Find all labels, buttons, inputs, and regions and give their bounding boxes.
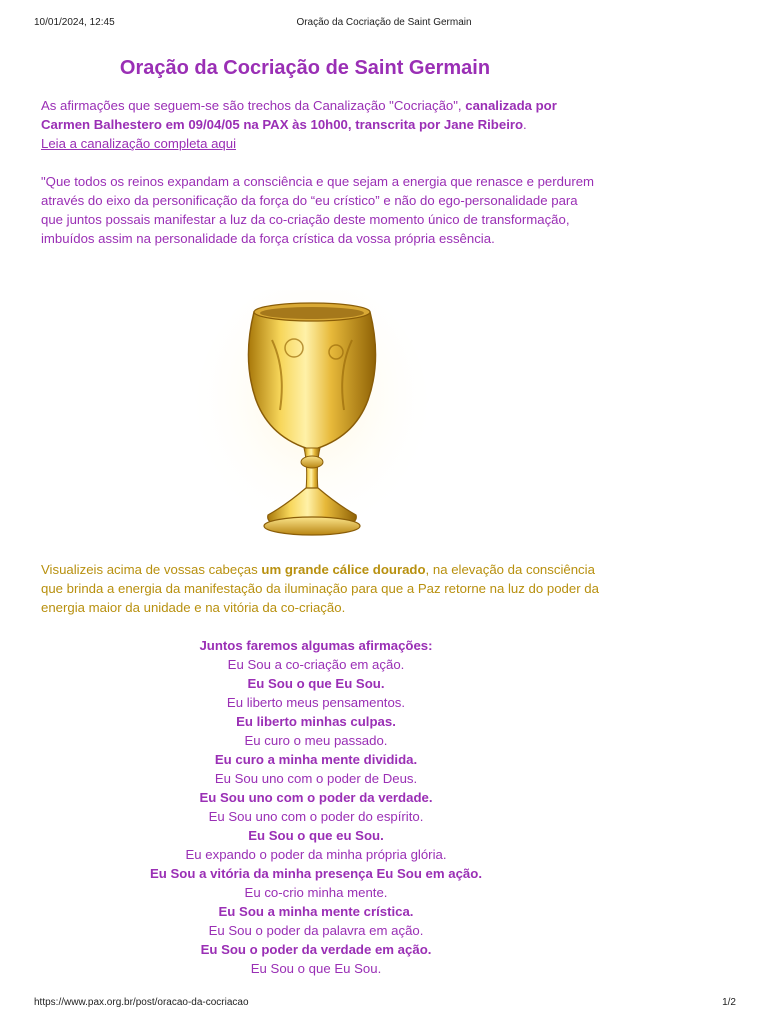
affirmation-line: Eu liberto minhas culpas. [236, 714, 396, 729]
page-title: Oração da Cocriação de Saint Germain [119, 57, 491, 79]
affirmation-line: Eu Sou uno com o poder da verdade. [199, 790, 433, 805]
print-doc-title: Oração da Cocriação de Saint Germain [296, 17, 472, 28]
affirmation-line: Eu Sou o que eu Sou. [248, 828, 384, 843]
affirmation-line: Eu Sou o poder da verdade em ação. [200, 942, 432, 957]
print-url: https://www.pax.org.br/post/oracao-da-cocriacao [34, 997, 249, 1008]
affirmation-line: Eu Sou o que Eu Sou. [250, 961, 382, 976]
affirmation-line: Eu Sou a minha mente crística. [218, 904, 414, 919]
intro-paragraph [41, 96, 601, 153]
affirmations-list [0, 636, 632, 978]
affirmation-line: Eu Sou uno com o poder do espírito. [208, 809, 424, 824]
print-datetime: 10/01/2024, 12:45 [34, 17, 115, 28]
affirmation-line: Eu curo a minha mente dividida. [214, 752, 418, 767]
intro-period: . [523, 117, 527, 132]
affirmation-line: Eu Sou o poder da palavra em ação. [208, 923, 424, 938]
affirmation-line: Eu Sou o que Eu Sou. [247, 676, 385, 691]
affirmation-line: Eu Sou uno com o poder de Deus. [214, 771, 418, 786]
full-channeling-link[interactable]: Leia a canalização completa aqui [41, 136, 237, 151]
affirmation-line: Eu expando o poder da minha própria glória. [185, 847, 447, 862]
golden-chalice-phrase: um grande cálice dourado [261, 562, 426, 577]
visualization-text-start: Visualizeis acima de vossas cabeças [41, 562, 262, 577]
quote-paragraph: "Que todos os reinos expandam a consciência e que sejam a energia que renasce e perdurem através do eixo da personificação da força do “eu crístico” e não do ego-personalidade para que juntos possais manifestar a luz da co-criação deste momento único de transformação, imbuídos assim na personalidade da força crística da vossa própria essência. [41, 174, 595, 246]
affirmation-line: Eu co-crio minha mente. [244, 885, 388, 900]
intro-credit: canalizada por Carmen Balhestero em 09/04/05 na PAX às 10h00, transcrita por Jane Ribeiro [41, 98, 557, 132]
golden-chalice-image [196, 290, 428, 552]
page-number: 1/2 [722, 997, 736, 1008]
affirmation-line: Juntos faremos algumas afirmações: [199, 638, 433, 653]
affirmation-line: Eu Sou a vitória da minha presença Eu Sou em ação. [150, 866, 482, 881]
affirmation-line: Eu liberto meus pensamentos. [226, 695, 406, 710]
visualization-text-end: , na elevação da consciência que brinda a energia da manifestação da iluminação para que a Paz retorne na luz do poder da energia maior da unidade e na vitória da co-criação. [41, 562, 599, 615]
affirmation-line: Eu Sou a co-criação em ação. [227, 657, 405, 672]
intro-text: As afirmações que seguem-se são trechos da Canalização "Cocriação", [41, 98, 466, 113]
visualization-paragraph [41, 560, 601, 617]
affirmation-line: Eu curo o meu passado. [244, 733, 388, 748]
